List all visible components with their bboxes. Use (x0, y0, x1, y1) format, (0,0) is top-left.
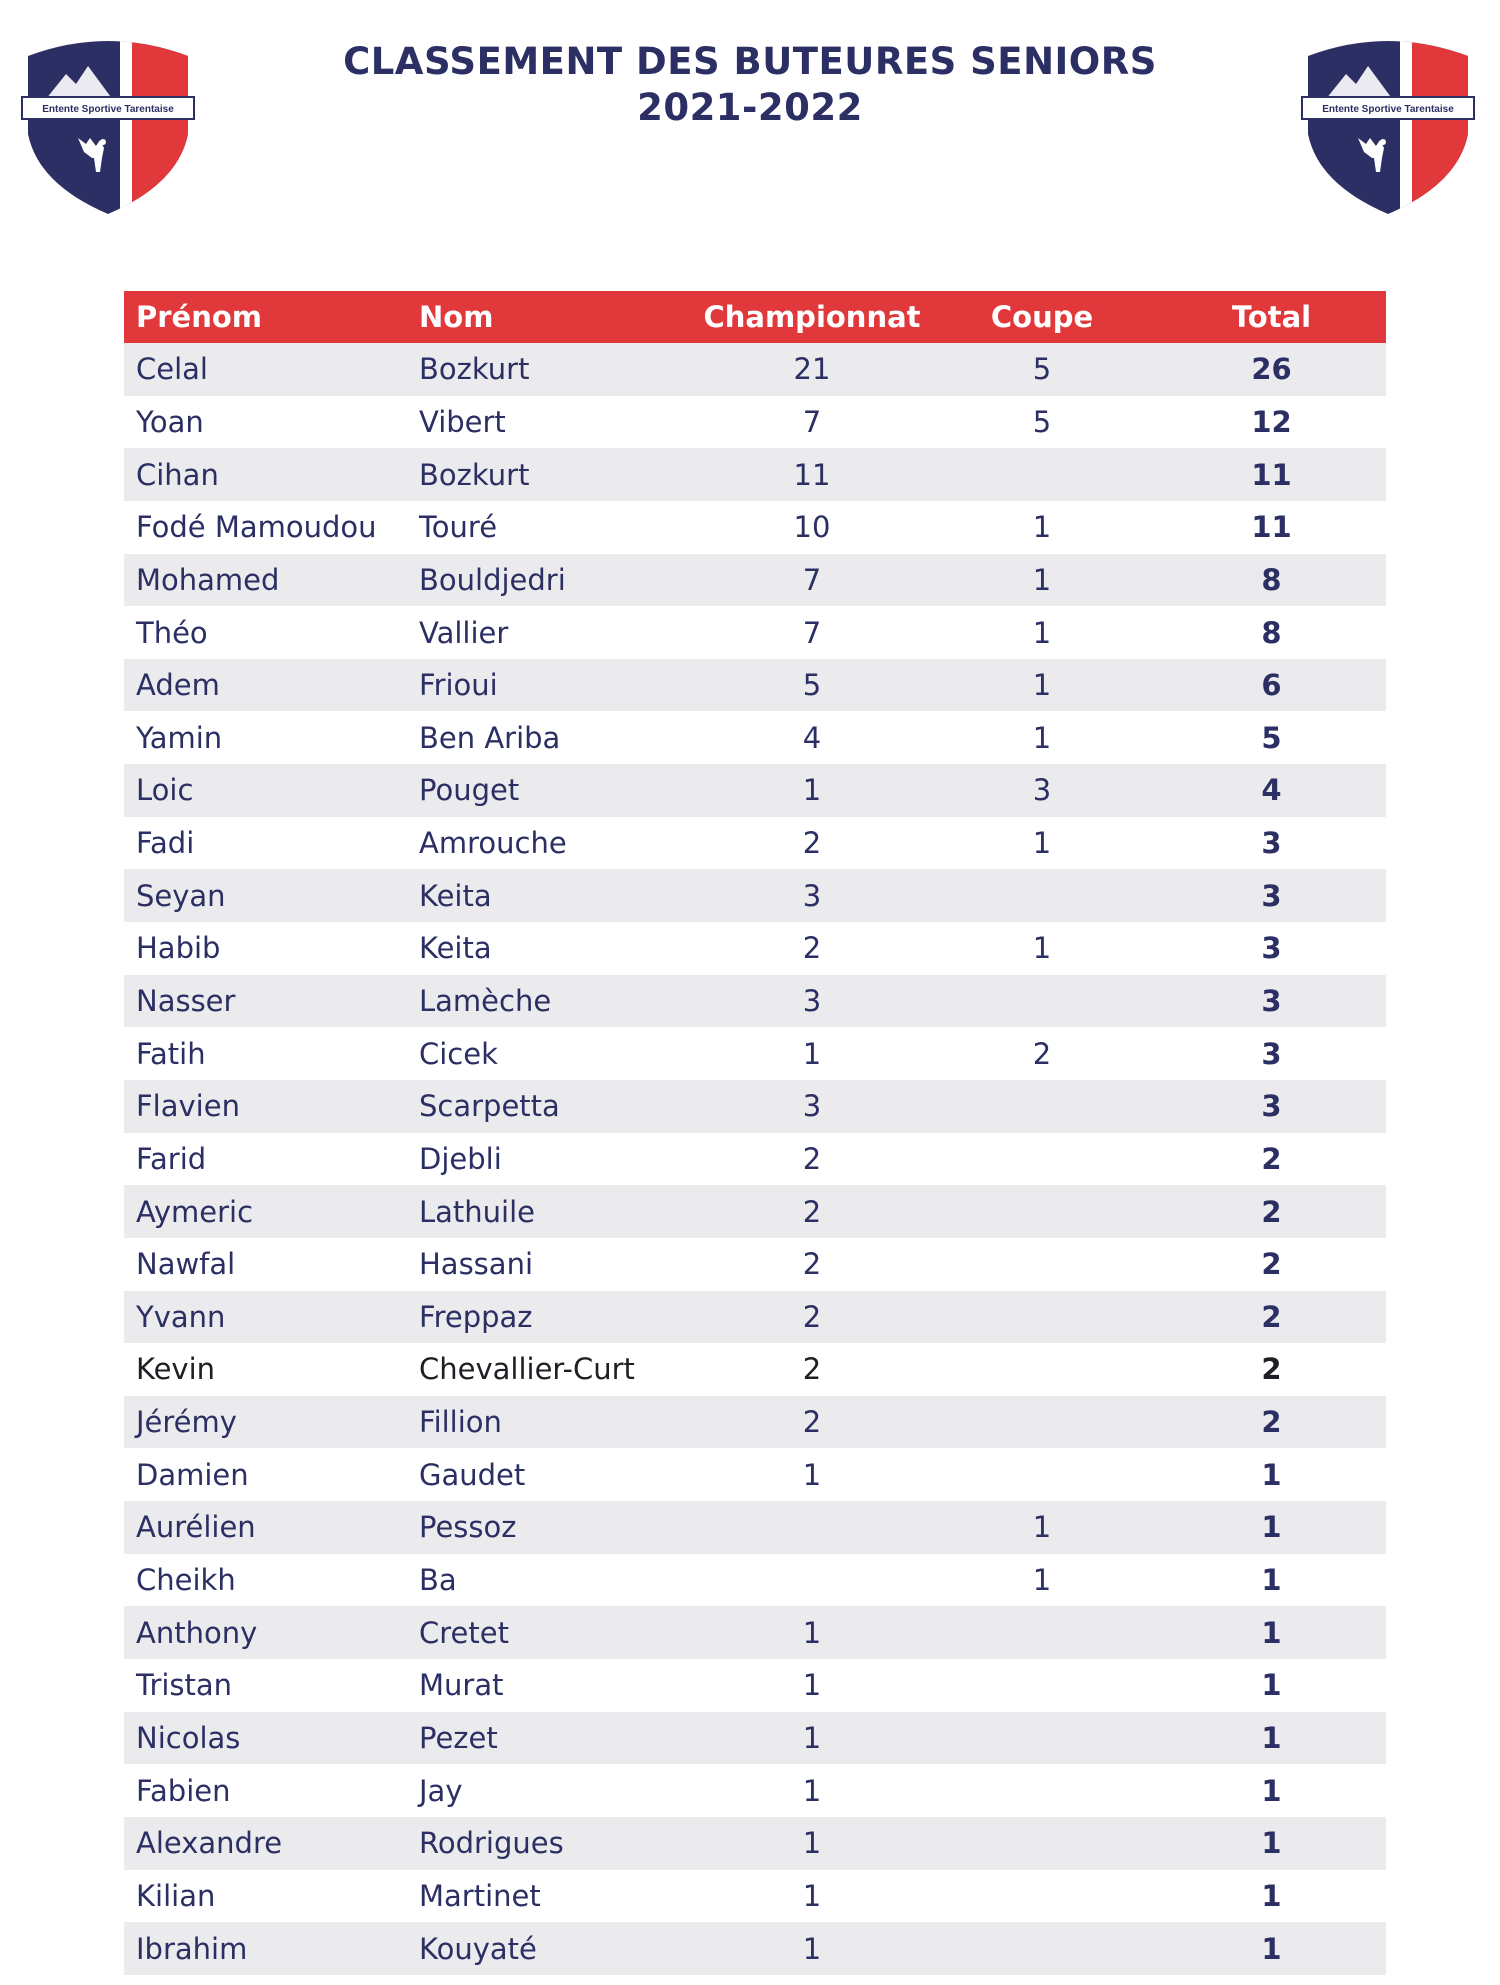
cell-nom: Rodrigues (419, 1826, 564, 1861)
cell-coupe: 3 (1032, 773, 1052, 808)
cell-nom: Murat (419, 1668, 504, 1703)
cell-prenom: Cheikh (136, 1563, 236, 1598)
cell-championnat: 1 (802, 1615, 822, 1650)
table-row (124, 1080, 1386, 1133)
table-row (124, 1659, 1386, 1712)
cell-total: 1 (1261, 1668, 1282, 1703)
cell-championnat: 2 (802, 1352, 822, 1387)
table-row (124, 1396, 1386, 1449)
cell-nom: Vibert (419, 404, 506, 439)
cell-nom: Ba (419, 1563, 457, 1598)
cell-nom: Cretet (419, 1615, 509, 1650)
cell-nom: Freppaz (419, 1299, 533, 1334)
table-row (124, 1448, 1386, 1501)
column-header-total: Total (1231, 300, 1312, 334)
cell-championnat: 1 (802, 1931, 822, 1966)
cell-coupe: 5 (1032, 404, 1052, 439)
cell-prenom: Mohamed (136, 562, 280, 597)
cell-nom: Ben Ariba (419, 720, 561, 755)
cell-prenom: Celal (136, 352, 208, 387)
cell-nom: Touré (419, 510, 498, 545)
table-row (124, 1133, 1386, 1186)
cell-championnat: 7 (802, 404, 822, 439)
cell-prenom: Nasser (136, 984, 236, 1018)
cell-total: 2 (1261, 1194, 1282, 1229)
cell-championnat: 1 (802, 773, 822, 808)
cell-championnat: 3 (802, 878, 822, 913)
crest-text-left: Entente Sportive Tarentaise (42, 104, 174, 115)
cell-coupe: 1 (1032, 826, 1052, 861)
cell-prenom: Loic (136, 773, 194, 808)
table-row (124, 1606, 1386, 1659)
cell-prenom: Flavien (136, 1089, 240, 1124)
cell-prenom: Alexandre (136, 1826, 283, 1861)
cell-prenom: Fatih (136, 1036, 206, 1071)
cell-prenom: Nicolas (136, 1720, 241, 1755)
cell-total: 5 (1261, 720, 1282, 755)
cell-championnat: 1 (802, 1668, 822, 1703)
cell-total: 1 (1261, 1878, 1282, 1913)
cell-nom: Keita (419, 931, 492, 966)
cell-total: 6 (1261, 668, 1282, 703)
cell-prenom: Ibrahim (136, 1931, 248, 1966)
table-row (124, 343, 1386, 396)
cell-nom: Cicek (419, 1036, 498, 1071)
table-row (124, 1554, 1386, 1607)
cell-total: 26 (1251, 352, 1292, 387)
column-header-championnat: Championnat (703, 300, 921, 334)
table-row (124, 1291, 1386, 1344)
cell-nom: Keita (419, 878, 492, 913)
table-row (124, 922, 1386, 975)
cell-championnat: 2 (802, 1194, 822, 1229)
cell-nom: Lathuile (419, 1194, 536, 1229)
cell-total: 3 (1261, 878, 1282, 913)
cell-championnat: 7 (802, 615, 822, 650)
cell-prenom: Damien (136, 1457, 249, 1492)
table-row (124, 1343, 1386, 1396)
cell-nom: Jay (419, 1773, 463, 1808)
cell-championnat: 11 (793, 457, 831, 492)
cell-championnat: 1 (802, 1826, 822, 1861)
cell-prenom: Adem (136, 668, 220, 703)
cell-coupe: 1 (1032, 720, 1052, 755)
page-title: CLASSEMENT DES BUTEURES SENIORS (343, 40, 1157, 83)
cell-nom: Vallier (419, 615, 509, 650)
table-row (124, 1817, 1386, 1870)
cell-nom: Pezet (419, 1720, 498, 1755)
cell-nom: Scarpetta (419, 1089, 560, 1124)
cell-nom: Djebli (419, 1141, 502, 1176)
cell-prenom: Habib (136, 931, 221, 966)
cell-championnat: 1 (802, 1878, 822, 1913)
cell-prenom: Théo (136, 615, 208, 650)
cell-total: 2 (1261, 1247, 1282, 1282)
cell-prenom: Tristan (136, 1668, 233, 1703)
table-row (124, 501, 1386, 554)
cell-total: 3 (1261, 984, 1282, 1018)
crest-text-right: Entente Sportive Tarentaise (1322, 104, 1454, 115)
cell-championnat: 4 (802, 720, 822, 755)
table-header-row (124, 291, 1386, 343)
table-row (124, 1185, 1386, 1238)
column-header-coupe: Coupe (990, 300, 1094, 334)
table-row (124, 659, 1386, 712)
cell-coupe: 5 (1032, 352, 1052, 387)
cell-total: 3 (1261, 931, 1282, 966)
cell-prenom: Seyan (136, 878, 226, 913)
table-row (124, 764, 1386, 817)
cell-championnat: 2 (802, 1141, 822, 1176)
cell-championnat: 3 (802, 984, 822, 1018)
cell-championnat: 2 (802, 826, 822, 861)
table-row (124, 1712, 1386, 1765)
scorers-table (124, 291, 1386, 1975)
cell-total: 1 (1261, 1720, 1282, 1755)
cell-prenom: Kilian (136, 1878, 216, 1913)
cell-total: 1 (1261, 1773, 1282, 1808)
cell-prenom: Aymeric (136, 1194, 254, 1229)
cell-championnat: 3 (802, 1089, 822, 1124)
cell-championnat: 1 (802, 1036, 822, 1071)
table-row (124, 396, 1386, 449)
cell-total: 1 (1261, 1563, 1282, 1598)
cell-total: 3 (1261, 1089, 1282, 1124)
cell-prenom: Fabien (136, 1773, 231, 1808)
cell-championnat: 2 (802, 1299, 822, 1334)
cell-prenom: Jérémy (136, 1405, 237, 1440)
cell-championnat: 2 (802, 1247, 822, 1282)
cell-championnat: 1 (802, 1773, 822, 1808)
table-row (124, 1238, 1386, 1291)
cell-total: 2 (1261, 1405, 1282, 1440)
cell-coupe: 1 (1032, 1510, 1052, 1545)
cell-prenom: Anthony (136, 1615, 258, 1650)
cell-nom: Pouget (419, 773, 520, 808)
table-row (124, 448, 1386, 501)
cell-coupe: 2 (1032, 1036, 1052, 1071)
cell-total: 1 (1261, 1615, 1282, 1650)
cell-prenom: Yamin (136, 720, 223, 755)
cell-nom: Bouldjedri (419, 562, 566, 597)
cell-nom: Bozkurt (419, 457, 530, 492)
cell-total: 2 (1261, 1299, 1282, 1334)
column-header-nom: Nom (419, 300, 494, 334)
cell-prenom: Yvann (136, 1299, 226, 1334)
cell-total: 8 (1261, 562, 1282, 597)
cell-prenom: Fadi (136, 826, 195, 861)
cell-nom: Fillion (419, 1405, 502, 1440)
table-row (124, 1922, 1386, 1975)
cell-championnat: 21 (793, 352, 831, 387)
cell-prenom: Yoan (136, 404, 204, 439)
cell-coupe: 1 (1032, 931, 1052, 966)
table-row (124, 1027, 1386, 1080)
cell-championnat: 1 (802, 1457, 822, 1492)
cell-nom: Gaudet (419, 1457, 526, 1492)
cell-nom: Frioui (419, 668, 498, 703)
column-header-prenom: Prénom (136, 300, 263, 334)
cell-coupe: 1 (1032, 1563, 1052, 1598)
cell-total: 12 (1251, 404, 1292, 439)
cell-nom: Pessoz (419, 1510, 517, 1545)
page-subtitle-season: 2021-2022 (637, 86, 863, 129)
cell-total: 1 (1261, 1931, 1282, 1966)
table-row (124, 1764, 1386, 1817)
cell-championnat: 5 (802, 668, 822, 703)
cell-total: 11 (1251, 510, 1292, 545)
cell-prenom: Cihan (136, 457, 219, 492)
cell-nom: Chevallier-Curt (419, 1352, 635, 1387)
cell-total: 2 (1261, 1352, 1282, 1387)
cell-nom: Kouyaté (419, 1931, 537, 1966)
table-row (124, 1501, 1386, 1554)
cell-prenom: Aurélien (136, 1510, 256, 1545)
cell-total: 3 (1261, 826, 1282, 861)
cell-championnat: 2 (802, 931, 822, 966)
cell-total: 1 (1261, 1510, 1282, 1545)
cell-nom: Lamèche (419, 984, 552, 1018)
table-row (124, 711, 1386, 764)
cell-total: 1 (1261, 1826, 1282, 1861)
cell-coupe: 1 (1032, 668, 1052, 703)
table-body (124, 343, 1386, 1975)
table-row (124, 869, 1386, 922)
cell-championnat: 2 (802, 1405, 822, 1440)
cell-nom: Hassani (419, 1247, 534, 1282)
cell-prenom: Kevin (136, 1352, 216, 1387)
cell-total: 4 (1261, 773, 1282, 808)
cell-coupe: 1 (1032, 510, 1052, 545)
cell-championnat: 1 (802, 1720, 822, 1755)
cell-nom: Martinet (419, 1878, 541, 1913)
cell-nom: Amrouche (419, 826, 567, 861)
cell-total: 3 (1261, 1036, 1282, 1071)
cell-total: 8 (1261, 615, 1282, 650)
table-row (124, 817, 1386, 870)
cell-total: 2 (1261, 1141, 1282, 1176)
cell-prenom: Farid (136, 1141, 207, 1176)
cell-total: 11 (1251, 457, 1292, 492)
cell-prenom: Nawfal (136, 1247, 236, 1282)
table-row (124, 975, 1386, 1028)
table-row (124, 606, 1386, 659)
cell-championnat: 7 (802, 562, 822, 597)
table-row (124, 554, 1386, 607)
cell-nom: Bozkurt (419, 352, 530, 387)
cell-coupe: 1 (1032, 615, 1052, 650)
cell-coupe: 1 (1032, 562, 1052, 597)
cell-prenom: Fodé Mamoudou (136, 510, 377, 545)
table-row (124, 1870, 1386, 1923)
cell-championnat: 10 (793, 510, 831, 545)
cell-total: 1 (1261, 1457, 1282, 1492)
